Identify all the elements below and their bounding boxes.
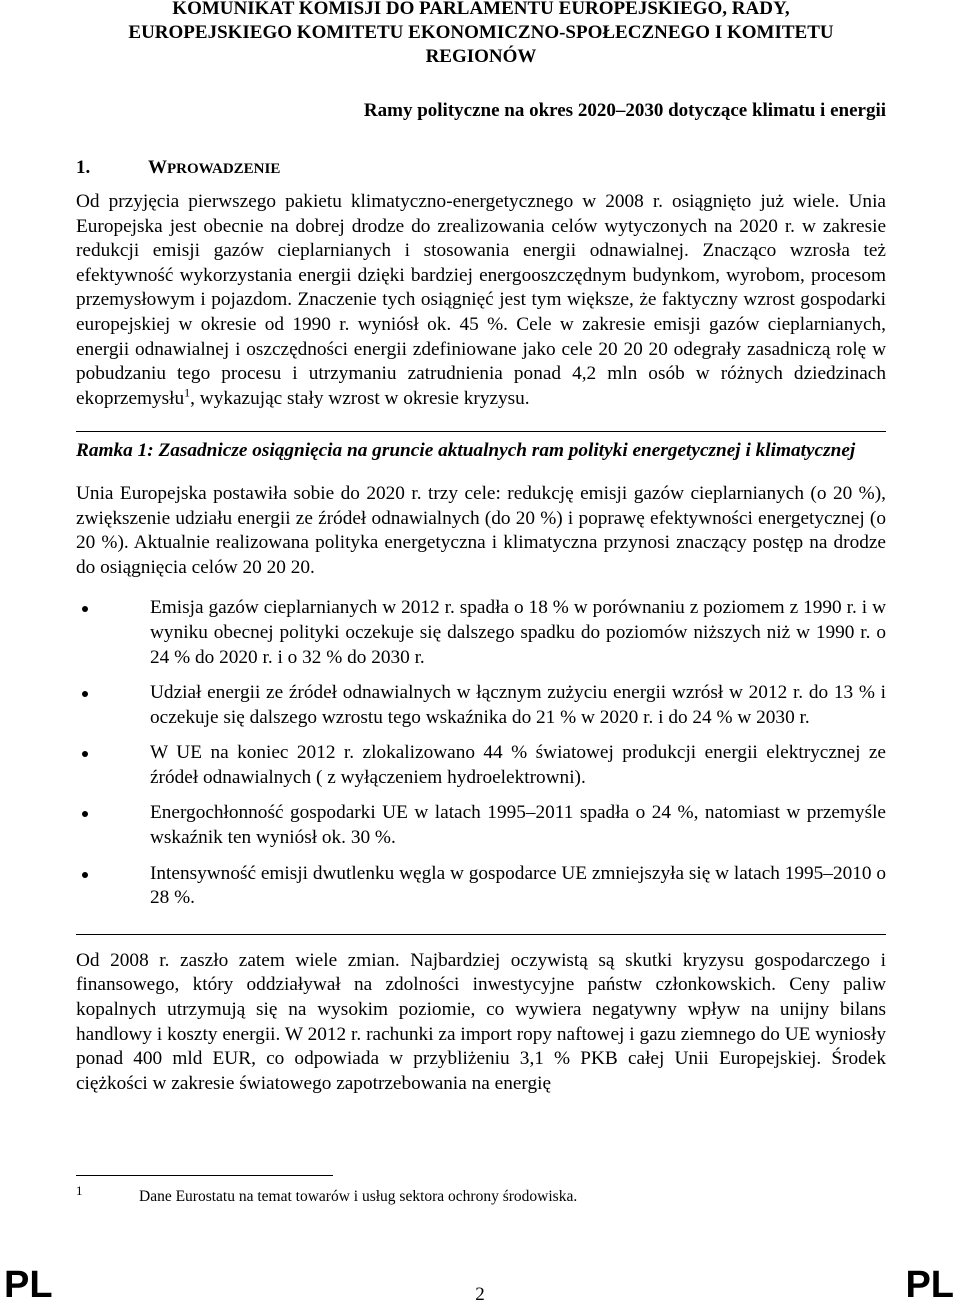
document-page: [76, 0, 886, 1096]
intro-paragraph: [76, 190, 886, 411]
box-title: Ramka 1: Zasadnicze osiągnięcia na gruncie aktualnych ram polityki energetycznej i klimatycznej: [76, 440, 856, 462]
list-item: [76, 741, 886, 790]
language-code-left: PL: [4, 1264, 53, 1306]
section-title: [148, 156, 280, 181]
language-code-right: PL: [905, 1264, 954, 1306]
section-title-rest: PROWADZENIE: [167, 161, 281, 177]
bullet-icon: [82, 606, 88, 612]
header-line-2: EUROPEJSKIEGO KOMITETU EKONOMICZNO-SPOŁECZNEGO I KOMITETU: [128, 22, 834, 43]
header-line-1: KOMUNIKAT KOMISJI DO PARLAMENTU EUROPEJSKIEGO, RADY,: [172, 0, 790, 19]
list-item: [76, 681, 886, 730]
intro-text-end: , wykazując stały wzrost w okresie kryzysu.: [190, 387, 530, 409]
bullet-icon: [82, 811, 88, 817]
footnote-separator: [76, 1175, 333, 1176]
after-paragraph: Od 2008 r. zaszło zatem wiele zmian. Najbardziej oczywistą są skutki kryzysu gospodarczego i finansowego, który oddziaływał na zdolności inwestycyjne państw członkowskich. Ceny paliw kopalnych utrzymują się na wysokim poziomie, co wywiera negatywny wpływ na unijny bilans handlowy i koszty energii. W 2012 r. rachunki za import ropy naftowej i gazu ziemnego do UE wyniosły ponad 400 mld EUR, co odpowiada w przybliżeniu 3,1 % PKB całej Unii Europejskiej. Środek ciężkości w zakresie światowego zapotrzebowania na energię: [76, 949, 886, 1094]
page-number: 2: [475, 1284, 485, 1305]
footnote-text: Dane Eurostatu na temat towarów i usług sektora ochrony środowiska.: [139, 1188, 578, 1205]
list-item-text: Udział energii ze źródeł odnawialnych w łącznym zużyciu energii wzrósł w 2012 r. do 13 % i oczekuje się dalszego wzrostu tego wskaźnika do 21 % w 2020 r. i do 24 % w 2030 r.: [150, 682, 886, 728]
list-item: [76, 862, 886, 911]
list-item-text: W UE na koniec 2012 r. zlokalizowano 44 % światowej produkcji energii elektrycznej ze źródeł odnawialnych ( z wyłączeniem hydroelektrowni).: [150, 742, 886, 788]
list-item: [76, 801, 886, 850]
document-header: [76, 0, 886, 69]
list-item: [76, 596, 886, 670]
list-item-text: Intensywność emisji dwutlenku węgla w gospodarce UE zmniejszyła się w latach 1995–2010 o 28 %.: [150, 862, 886, 909]
bullet-icon: [82, 751, 88, 757]
bullet-icon: [82, 872, 88, 878]
list-item-text: Energochłonność gospodarki UE w latach 1995–2011 spadła o 24 %, natomiast w przemyśle wskaźnik ten wyniósł ok. 30 %.: [150, 802, 886, 849]
section-title-initial: W: [148, 157, 167, 178]
section-heading: [76, 156, 886, 181]
bullet-icon: [82, 691, 88, 697]
footnote-number: 1: [76, 1183, 83, 1198]
intro-text: Od przyjęcia pierwszego pakietu klimatyczno-energetycznego w 2008 r. osiągnięto już wiele. Unia Europejska jest obecnie na dobrej drodze do zrealizowania celów wytyczonych na 2020 r. w zakresie redukcji emisji gazów cieplarnianych i stosowania energii odnawialnej. Znacząco wzrosła też efektywność wykorzystania energii dzięki bardziej energooszczędnym budynkom, wyrobom, procesom przemysłowym i pojazdom. Znaczenie tych osiągnięć jest tym większe, że faktyczny wzrost gospodarki europejskiej w okresie od 1990 r. wyniósł ok. 45 %. Cele w zakresie emisji gazów cieplarnianych, energii odnawialnej i oszczędności energii zdefiniowane jako cele 20 20 20 odegrały zasadniczą rolę w pobudzaniu tego procesu i utrzymaniu zatrudnienia ponad 4,2 mln osób w różnych dziedzinach ekoprzemysłu: [76, 191, 886, 409]
box-intro: Unia Europejska postawiła sobie do 2020 r. trzy cele: redukcję emisji gazów cieplarnianych (o 20 %), zwiększenie udziału energii ze źródeł odnawialnych (do 20 %) i poprawę efektywności energetycznej (o 20 %). Aktualnie realizowana polityka energetyczna i klimatyczna przynosi znaczący postęp na drodze do osiągnięcia celów 20 20 20.: [76, 482, 886, 578]
header-line-3: REGIONÓW: [425, 46, 537, 67]
footnote-reference[interactable]: 1: [184, 385, 191, 400]
document-subtitle: Ramy polityczne na okres 2020–2030 dotyczące klimatu i energii: [363, 100, 886, 121]
achievements-box: [76, 431, 886, 935]
achievements-list: [76, 596, 886, 911]
list-item-text: Emisja gazów cieplarnianych w 2012 r. spadła o 18 % w porównaniu z poziomem z 1990 r. i w wyniku obecnej polityki oczekuje się dalszego spadku do poziomów niższych niż w 1990 r. o 24 % do 2020 r. i o 32 % do 2030 r.: [150, 597, 886, 668]
section-number: 1.: [76, 157, 91, 178]
